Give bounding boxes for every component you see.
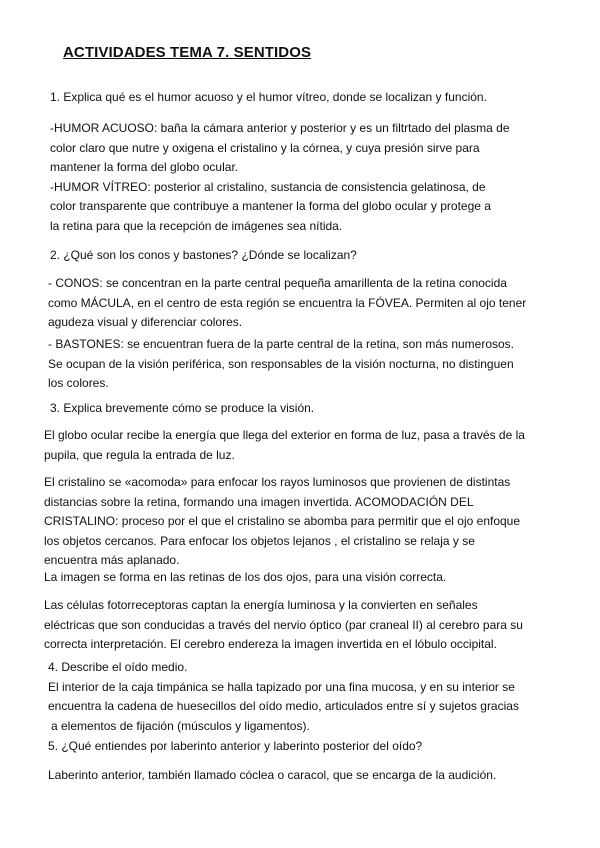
answer-line: a elementos de fijación (músculos y ligamentos). [51,718,310,733]
answer-line: color claro que nutre y oxigena el cristalino y la córnea, y cuya presión sirve para [50,140,480,155]
answer-2-conos [48,274,526,333]
answer-5: Laberinto anterior, también llamado cóclea o caracol, que se encarga de la audición. [48,768,497,782]
answer-2-bastones [48,335,514,394]
answer-line: Las células fotorreceptoras captan la energía luminosa y la convierten en señales [44,598,478,612]
answer-line: agudeza visual y diferenciar colores. [48,315,243,329]
question-4-text: 4. Describe el oído medio. [48,660,188,674]
answer-line: El globo ocular recibe la energía que llega del exterior en forma de luz, pasa a través de la [44,428,525,442]
answer-line: como MÁCULA, en el centro de esta región se encuentra la FÓVEA. Permiten al ojo tener [48,295,527,310]
question-3: 3. Explica brevemente cómo se produce la visión. [50,401,315,415]
page-title: ACTIVIDADES TEMA 7. SENTIDOS [63,44,312,61]
answer-line: encuentra la cadena de huesecillos del oído medio, articulados entre sí y sujetos gracias [48,699,519,713]
question-2: 2. ¿Qué son los conos y bastones? ¿Dónde se localizan? [50,248,357,262]
answer-1 [50,119,510,236]
answer-line: El interior de la caja timpánica se halla tapizado por una fina mucosa, y en su interior se [48,679,515,694]
answer-3-paragraph-3: La imagen se forma en las retinas de los dos ojos, para una visión correcta. [44,570,447,584]
question-1: 1. Explica qué es el humor acuoso y el humor vítreo, donde se localizan y función. [50,90,487,104]
answer-line: CRISTALINO: proceso por el que el cristalino se abomba para permitir que el ojo enfoque [44,514,521,528]
answer-line: pupila, que regula la entrada de luz. [44,447,235,462]
answer-line: eléctricas que son conducidas a través del nervio óptico (par craneal II) al cerebro para su [44,617,523,632]
answer-line: mantener la forma del globo ocular. [50,160,239,174]
answer-3-paragraph-1 [44,426,525,465]
answer-line: los colores. [48,376,109,390]
answer-line: - BASTONES: se encuentran fuera de la parte central de la retina, son más numerosos. [48,337,515,351]
answer-line: color transparente que contribuye a mantener la forma del globo ocular y protege a [50,199,491,213]
answer-line: - CONOS: se concentran en la parte central pequeña amarillenta de la retina conocida [48,276,507,290]
question-4 [48,658,519,736]
answer-line: los objetos cercanos. Para enfocar los objetos lejanos , el cristalino se relaja y se [44,533,475,548]
answer-line: encuentra más aplanado. [44,553,180,567]
answer-line: El cristalino se «acomoda» para enfocar los rayos luminosos que provienen de distintas [44,475,511,489]
answer-line: -HUMOR ACUOSO: baña la cámara anterior y posterior y es un filtrtado del plasma de [50,121,510,135]
answer-line: distancias sobre la retina, formando una imagen invertida. ACOMODACIÓN DEL [44,494,474,509]
answer-line: -HUMOR VÍTREO: posterior al cristalino, sustancia de consistencia gelatinosa, de [50,179,486,194]
answer-3-paragraph-2 [44,473,520,571]
question-5: 5. ¿Qué entiendes por laberinto anterior y laberinto posterior del oído? [48,739,423,753]
answer-line: correcta interpretación. El cerebro endereza la imagen invertida en el lóbulo occipital. [44,637,497,651]
answer-line: Se ocupan de la visión periférica, son responsables de la visión nocturna, no distinguen [48,356,514,371]
answer-line: la retina para que la recepción de imágenes sea nítida. [50,218,343,233]
answer-3-paragraph-4 [44,596,523,655]
